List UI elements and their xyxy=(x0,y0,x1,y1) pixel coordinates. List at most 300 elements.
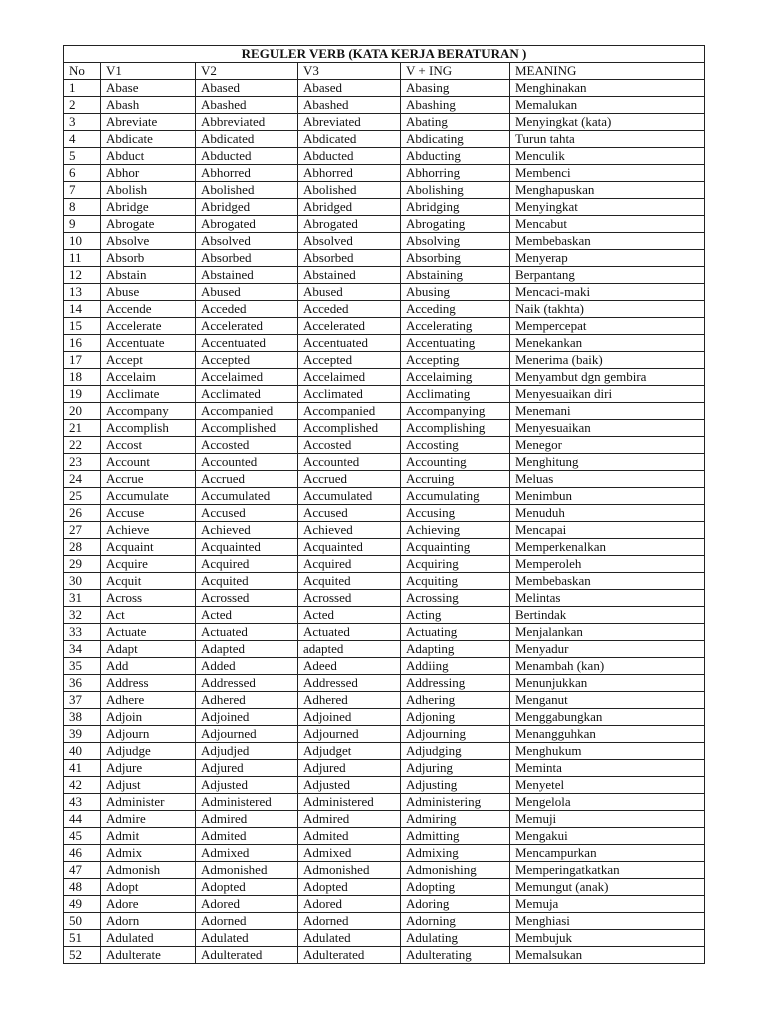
cell-v-ing: Administering xyxy=(401,794,510,811)
cell-v1: Across xyxy=(101,590,196,607)
cell-meaning: Memalukan xyxy=(510,97,705,114)
cell-v-ing: Adjourning xyxy=(401,726,510,743)
cell-v-ing: Accelaiming xyxy=(401,369,510,386)
table-row xyxy=(64,131,705,148)
cell-v-ing: Acting xyxy=(401,607,510,624)
cell-v1: Add xyxy=(101,658,196,675)
cell-v2: Acted xyxy=(196,607,298,624)
header-v1: V1 xyxy=(101,63,196,80)
table-row xyxy=(64,879,705,896)
cell-no: 4 xyxy=(64,131,101,148)
table-row xyxy=(64,250,705,267)
cell-v3: Acclimated xyxy=(298,386,401,403)
cell-v3: Abridged xyxy=(298,199,401,216)
cell-v3: Abdicated xyxy=(298,131,401,148)
cell-meaning: Mempercepat xyxy=(510,318,705,335)
cell-meaning: Menangguhkan xyxy=(510,726,705,743)
cell-no: 39 xyxy=(64,726,101,743)
table-row xyxy=(64,709,705,726)
cell-no: 37 xyxy=(64,692,101,709)
cell-v3: Adulterated xyxy=(298,947,401,964)
cell-no: 18 xyxy=(64,369,101,386)
cell-v-ing: Abolishing xyxy=(401,182,510,199)
table-row xyxy=(64,488,705,505)
cell-v1: Accelerate xyxy=(101,318,196,335)
cell-v-ing: Accepting xyxy=(401,352,510,369)
cell-no: 20 xyxy=(64,403,101,420)
cell-v3: Adorned xyxy=(298,913,401,930)
cell-v2: Acquired xyxy=(196,556,298,573)
cell-meaning: Memuji xyxy=(510,811,705,828)
cell-v-ing: Addiing xyxy=(401,658,510,675)
cell-v3: Accelerated xyxy=(298,318,401,335)
cell-v1: Adhere xyxy=(101,692,196,709)
cell-meaning: Menghukum xyxy=(510,743,705,760)
cell-no: 17 xyxy=(64,352,101,369)
cell-v-ing: Adorning xyxy=(401,913,510,930)
table-row xyxy=(64,369,705,386)
cell-v1: Acquaint xyxy=(101,539,196,556)
cell-v-ing: Acclimating xyxy=(401,386,510,403)
cell-no: 12 xyxy=(64,267,101,284)
cell-v-ing: Admiring xyxy=(401,811,510,828)
cell-v2: Acquainted xyxy=(196,539,298,556)
cell-v1: Abolish xyxy=(101,182,196,199)
cell-meaning: Naik (takhta) xyxy=(510,301,705,318)
cell-v3: Adeed xyxy=(298,658,401,675)
cell-meaning: Memuja xyxy=(510,896,705,913)
cell-v-ing: Abhorring xyxy=(401,165,510,182)
cell-v2: Adulated xyxy=(196,930,298,947)
cell-v-ing: Abstaining xyxy=(401,267,510,284)
cell-v2: Adopted xyxy=(196,879,298,896)
cell-v-ing: Acquiting xyxy=(401,573,510,590)
cell-v-ing: Adjuring xyxy=(401,760,510,777)
table-row xyxy=(64,573,705,590)
cell-no: 25 xyxy=(64,488,101,505)
cell-meaning: Menyesuaikan diri xyxy=(510,386,705,403)
cell-v3: Adored xyxy=(298,896,401,913)
cell-v3: Accompanied xyxy=(298,403,401,420)
cell-v3: Abused xyxy=(298,284,401,301)
cell-no: 22 xyxy=(64,437,101,454)
cell-meaning: Menculik xyxy=(510,148,705,165)
cell-v3: Abreviated xyxy=(298,114,401,131)
cell-meaning: Menegor xyxy=(510,437,705,454)
table-row xyxy=(64,845,705,862)
cell-meaning: Menyerap xyxy=(510,250,705,267)
cell-v-ing: Absolving xyxy=(401,233,510,250)
table-row xyxy=(64,403,705,420)
cell-meaning: Membenci xyxy=(510,165,705,182)
cell-v1: Actuate xyxy=(101,624,196,641)
cell-meaning: Menimbun xyxy=(510,488,705,505)
cell-v-ing: Adulating xyxy=(401,930,510,947)
cell-no: 27 xyxy=(64,522,101,539)
cell-v-ing: Adapting xyxy=(401,641,510,658)
cell-v-ing: Acceding xyxy=(401,301,510,318)
cell-v1: Admire xyxy=(101,811,196,828)
cell-meaning: Menyesuaikan xyxy=(510,420,705,437)
header-v-ing: V + ING xyxy=(401,63,510,80)
table-row xyxy=(64,862,705,879)
table-row xyxy=(64,216,705,233)
cell-v3: Abducted xyxy=(298,148,401,165)
cell-no: 30 xyxy=(64,573,101,590)
cell-v1: Adapt xyxy=(101,641,196,658)
cell-v1: Accompany xyxy=(101,403,196,420)
cell-v2: Accrued xyxy=(196,471,298,488)
cell-no: 3 xyxy=(64,114,101,131)
cell-v-ing: Actuating xyxy=(401,624,510,641)
header-no: No xyxy=(64,63,101,80)
cell-v1: Address xyxy=(101,675,196,692)
cell-v-ing: Adjusting xyxy=(401,777,510,794)
cell-no: 35 xyxy=(64,658,101,675)
cell-v3: Actuated xyxy=(298,624,401,641)
table-row xyxy=(64,828,705,845)
table-row xyxy=(64,590,705,607)
table-row xyxy=(64,947,705,964)
cell-no: 23 xyxy=(64,454,101,471)
cell-v1: Adopt xyxy=(101,879,196,896)
cell-meaning: Berpantang xyxy=(510,267,705,284)
cell-meaning: Menerima (baik) xyxy=(510,352,705,369)
cell-v1: Adjudge xyxy=(101,743,196,760)
cell-no: 36 xyxy=(64,675,101,692)
cell-v1: Abreviate xyxy=(101,114,196,131)
cell-v3: Adjoined xyxy=(298,709,401,726)
cell-no: 44 xyxy=(64,811,101,828)
table-row xyxy=(64,471,705,488)
cell-meaning: Bertindak xyxy=(510,607,705,624)
cell-v2: Abrogated xyxy=(196,216,298,233)
cell-no: 47 xyxy=(64,862,101,879)
cell-v1: Accentuate xyxy=(101,335,196,352)
cell-v-ing: Adhering xyxy=(401,692,510,709)
cell-meaning: Menghitung xyxy=(510,454,705,471)
cell-v2: Adjured xyxy=(196,760,298,777)
table-row xyxy=(64,930,705,947)
table-row xyxy=(64,539,705,556)
cell-no: 1 xyxy=(64,80,101,97)
cell-v3: Absolved xyxy=(298,233,401,250)
cell-no: 42 xyxy=(64,777,101,794)
cell-meaning: Meminta xyxy=(510,760,705,777)
cell-v1: Accrue xyxy=(101,471,196,488)
table-row xyxy=(64,777,705,794)
table-row xyxy=(64,505,705,522)
cell-v1: Achieve xyxy=(101,522,196,539)
cell-v1: Acclimate xyxy=(101,386,196,403)
table-row xyxy=(64,97,705,114)
cell-v2: Acrossed xyxy=(196,590,298,607)
header-meaning: MEANING xyxy=(510,63,705,80)
cell-v3: Acceded xyxy=(298,301,401,318)
cell-v2: Adjourned xyxy=(196,726,298,743)
cell-v-ing: Accumulating xyxy=(401,488,510,505)
cell-no: 8 xyxy=(64,199,101,216)
cell-v2: Acquited xyxy=(196,573,298,590)
table-row xyxy=(64,811,705,828)
cell-no: 52 xyxy=(64,947,101,964)
cell-v3: Abolished xyxy=(298,182,401,199)
cell-v2: Abhorred xyxy=(196,165,298,182)
cell-v1: Admit xyxy=(101,828,196,845)
cell-v1: Absolve xyxy=(101,233,196,250)
table-row xyxy=(64,794,705,811)
cell-v-ing: Absorbing xyxy=(401,250,510,267)
cell-v-ing: Admitting xyxy=(401,828,510,845)
cell-v3: Admonished xyxy=(298,862,401,879)
cell-no: 28 xyxy=(64,539,101,556)
table-row xyxy=(64,556,705,573)
cell-v2: Abstained xyxy=(196,267,298,284)
cell-v2: Accompanied xyxy=(196,403,298,420)
cell-v2: Admited xyxy=(196,828,298,845)
cell-v-ing: Accentuating xyxy=(401,335,510,352)
cell-v2: Addressed xyxy=(196,675,298,692)
cell-v3: Accumulated xyxy=(298,488,401,505)
cell-no: 21 xyxy=(64,420,101,437)
cell-meaning: Menunjukkan xyxy=(510,675,705,692)
table-row xyxy=(64,233,705,250)
cell-v-ing: Acrossing xyxy=(401,590,510,607)
cell-meaning: Melintas xyxy=(510,590,705,607)
table-title: REGULER VERB (KATA KERJA BERATURAN ) xyxy=(64,46,705,63)
cell-no: 7 xyxy=(64,182,101,199)
cell-v2: Administered xyxy=(196,794,298,811)
cell-v3: Accosted xyxy=(298,437,401,454)
cell-meaning: Mencaci-maki xyxy=(510,284,705,301)
cell-no: 31 xyxy=(64,590,101,607)
cell-v1: Adulterate xyxy=(101,947,196,964)
cell-meaning: Mencabut xyxy=(510,216,705,233)
cell-v-ing: Adoring xyxy=(401,896,510,913)
cell-meaning: Mengelola xyxy=(510,794,705,811)
cell-meaning: Menganut xyxy=(510,692,705,709)
cell-meaning: Mengakui xyxy=(510,828,705,845)
cell-v2: Accumulated xyxy=(196,488,298,505)
cell-v3: Admixed xyxy=(298,845,401,862)
cell-v-ing: Accomplishing xyxy=(401,420,510,437)
cell-meaning: Menyingkat (kata) xyxy=(510,114,705,131)
cell-v2: Admonished xyxy=(196,862,298,879)
cell-meaning: Menuduh xyxy=(510,505,705,522)
cell-v1: Abhor xyxy=(101,165,196,182)
cell-v3: Absorbed xyxy=(298,250,401,267)
title-row xyxy=(64,46,705,63)
cell-v2: Adjoined xyxy=(196,709,298,726)
cell-no: 43 xyxy=(64,794,101,811)
cell-v3: Adjudget xyxy=(298,743,401,760)
cell-v1: Account xyxy=(101,454,196,471)
cell-meaning: Memungut (anak) xyxy=(510,879,705,896)
cell-no: 48 xyxy=(64,879,101,896)
cell-v3: Acted xyxy=(298,607,401,624)
cell-v2: Acceded xyxy=(196,301,298,318)
cell-v-ing: Abating xyxy=(401,114,510,131)
cell-v-ing: Abrogating xyxy=(401,216,510,233)
table-row xyxy=(64,301,705,318)
cell-v3: Acquited xyxy=(298,573,401,590)
table-row xyxy=(64,182,705,199)
cell-no: 32 xyxy=(64,607,101,624)
cell-v2: Adorned xyxy=(196,913,298,930)
cell-v-ing: Abdicating xyxy=(401,131,510,148)
cell-v2: Abridged xyxy=(196,199,298,216)
cell-v2: Abased xyxy=(196,80,298,97)
cell-v1: Adjure xyxy=(101,760,196,777)
cell-no: 26 xyxy=(64,505,101,522)
cell-v3: Adjourned xyxy=(298,726,401,743)
cell-v2: Adulterated xyxy=(196,947,298,964)
cell-v-ing: Accruing xyxy=(401,471,510,488)
cell-v2: Abused xyxy=(196,284,298,301)
cell-v3: Admited xyxy=(298,828,401,845)
cell-meaning: Memalsukan xyxy=(510,947,705,964)
cell-v3: Adjusted xyxy=(298,777,401,794)
cell-v-ing: Admonishing xyxy=(401,862,510,879)
table-row xyxy=(64,607,705,624)
cell-v-ing: Acquainting xyxy=(401,539,510,556)
cell-no: 14 xyxy=(64,301,101,318)
cell-v-ing: Accompanying xyxy=(401,403,510,420)
cell-meaning: Menghiasi xyxy=(510,913,705,930)
table-row xyxy=(64,386,705,403)
cell-v2: Acclimated xyxy=(196,386,298,403)
cell-v2: Achieved xyxy=(196,522,298,539)
cell-no: 33 xyxy=(64,624,101,641)
cell-v3: Adhered xyxy=(298,692,401,709)
cell-meaning: Memperoleh xyxy=(510,556,705,573)
table-row xyxy=(64,80,705,97)
cell-no: 2 xyxy=(64,97,101,114)
cell-v2: Accomplished xyxy=(196,420,298,437)
cell-no: 24 xyxy=(64,471,101,488)
cell-meaning: Menyingkat xyxy=(510,199,705,216)
cell-v1: Abrogate xyxy=(101,216,196,233)
cell-v2: Admixed xyxy=(196,845,298,862)
cell-meaning: Memperkenalkan xyxy=(510,539,705,556)
cell-v-ing: Abridging xyxy=(401,199,510,216)
cell-no: 45 xyxy=(64,828,101,845)
cell-v1: Abase xyxy=(101,80,196,97)
cell-v2: Abbreviated xyxy=(196,114,298,131)
cell-v2: Adored xyxy=(196,896,298,913)
cell-v2: Accelerated xyxy=(196,318,298,335)
cell-meaning: Menghapuskan xyxy=(510,182,705,199)
cell-v3: Admired xyxy=(298,811,401,828)
cell-no: 6 xyxy=(64,165,101,182)
cell-v-ing: Accusing xyxy=(401,505,510,522)
cell-v1: Adorn xyxy=(101,913,196,930)
cell-v3: Abstained xyxy=(298,267,401,284)
cell-v2: Abolished xyxy=(196,182,298,199)
cell-v1: Accumulate xyxy=(101,488,196,505)
cell-v2: Accosted xyxy=(196,437,298,454)
cell-v2: Accused xyxy=(196,505,298,522)
cell-v2: Admired xyxy=(196,811,298,828)
cell-v2: Adhered xyxy=(196,692,298,709)
cell-v3: Accelaimed xyxy=(298,369,401,386)
cell-v1: Accende xyxy=(101,301,196,318)
table-row xyxy=(64,641,705,658)
header-v3: V3 xyxy=(298,63,401,80)
cell-v1: Abridge xyxy=(101,199,196,216)
table-row xyxy=(64,692,705,709)
cell-v3: Abased xyxy=(298,80,401,97)
cell-v1: Abstain xyxy=(101,267,196,284)
cell-meaning: Mencapai xyxy=(510,522,705,539)
cell-no: 11 xyxy=(64,250,101,267)
cell-v2: Abducted xyxy=(196,148,298,165)
cell-v3: Accomplished xyxy=(298,420,401,437)
cell-v3: Accentuated xyxy=(298,335,401,352)
cell-v3: Accepted xyxy=(298,352,401,369)
cell-v-ing: Addressing xyxy=(401,675,510,692)
table-body xyxy=(64,80,705,964)
cell-v1: Adore xyxy=(101,896,196,913)
cell-v1: Adjoin xyxy=(101,709,196,726)
table-row xyxy=(64,624,705,641)
cell-v3: Accrued xyxy=(298,471,401,488)
cell-no: 19 xyxy=(64,386,101,403)
cell-no: 16 xyxy=(64,335,101,352)
table-row xyxy=(64,420,705,437)
header-row xyxy=(64,63,705,80)
table-row xyxy=(64,148,705,165)
cell-v3: Achieved xyxy=(298,522,401,539)
cell-v3: Accounted xyxy=(298,454,401,471)
cell-v3: Abashed xyxy=(298,97,401,114)
cell-no: 34 xyxy=(64,641,101,658)
cell-v2: Abdicated xyxy=(196,131,298,148)
cell-v-ing: Abasing xyxy=(401,80,510,97)
cell-v2: Accentuated xyxy=(196,335,298,352)
table-row xyxy=(64,437,705,454)
cell-v3: Acrossed xyxy=(298,590,401,607)
cell-v2: Actuated xyxy=(196,624,298,641)
cell-meaning: Menemani xyxy=(510,403,705,420)
cell-no: 10 xyxy=(64,233,101,250)
cell-no: 9 xyxy=(64,216,101,233)
cell-v3: adapted xyxy=(298,641,401,658)
table-row xyxy=(64,675,705,692)
cell-v1: Acquire xyxy=(101,556,196,573)
cell-no: 49 xyxy=(64,896,101,913)
table-row xyxy=(64,522,705,539)
cell-no: 38 xyxy=(64,709,101,726)
table-row xyxy=(64,284,705,301)
cell-meaning: Menekankan xyxy=(510,335,705,352)
cell-no: 15 xyxy=(64,318,101,335)
cell-meaning: Meluas xyxy=(510,471,705,488)
cell-v3: Abhorred xyxy=(298,165,401,182)
cell-v-ing: Adopting xyxy=(401,879,510,896)
cell-v-ing: Accounting xyxy=(401,454,510,471)
cell-v-ing: Abusing xyxy=(401,284,510,301)
cell-v-ing: Adjoning xyxy=(401,709,510,726)
cell-no: 41 xyxy=(64,760,101,777)
cell-meaning: Memperingatkatkan xyxy=(510,862,705,879)
cell-v3: Abrogated xyxy=(298,216,401,233)
cell-v1: Abash xyxy=(101,97,196,114)
cell-v3: Acquired xyxy=(298,556,401,573)
cell-v2: Adapted xyxy=(196,641,298,658)
cell-v2: Abashed xyxy=(196,97,298,114)
cell-v2: Adjusted xyxy=(196,777,298,794)
